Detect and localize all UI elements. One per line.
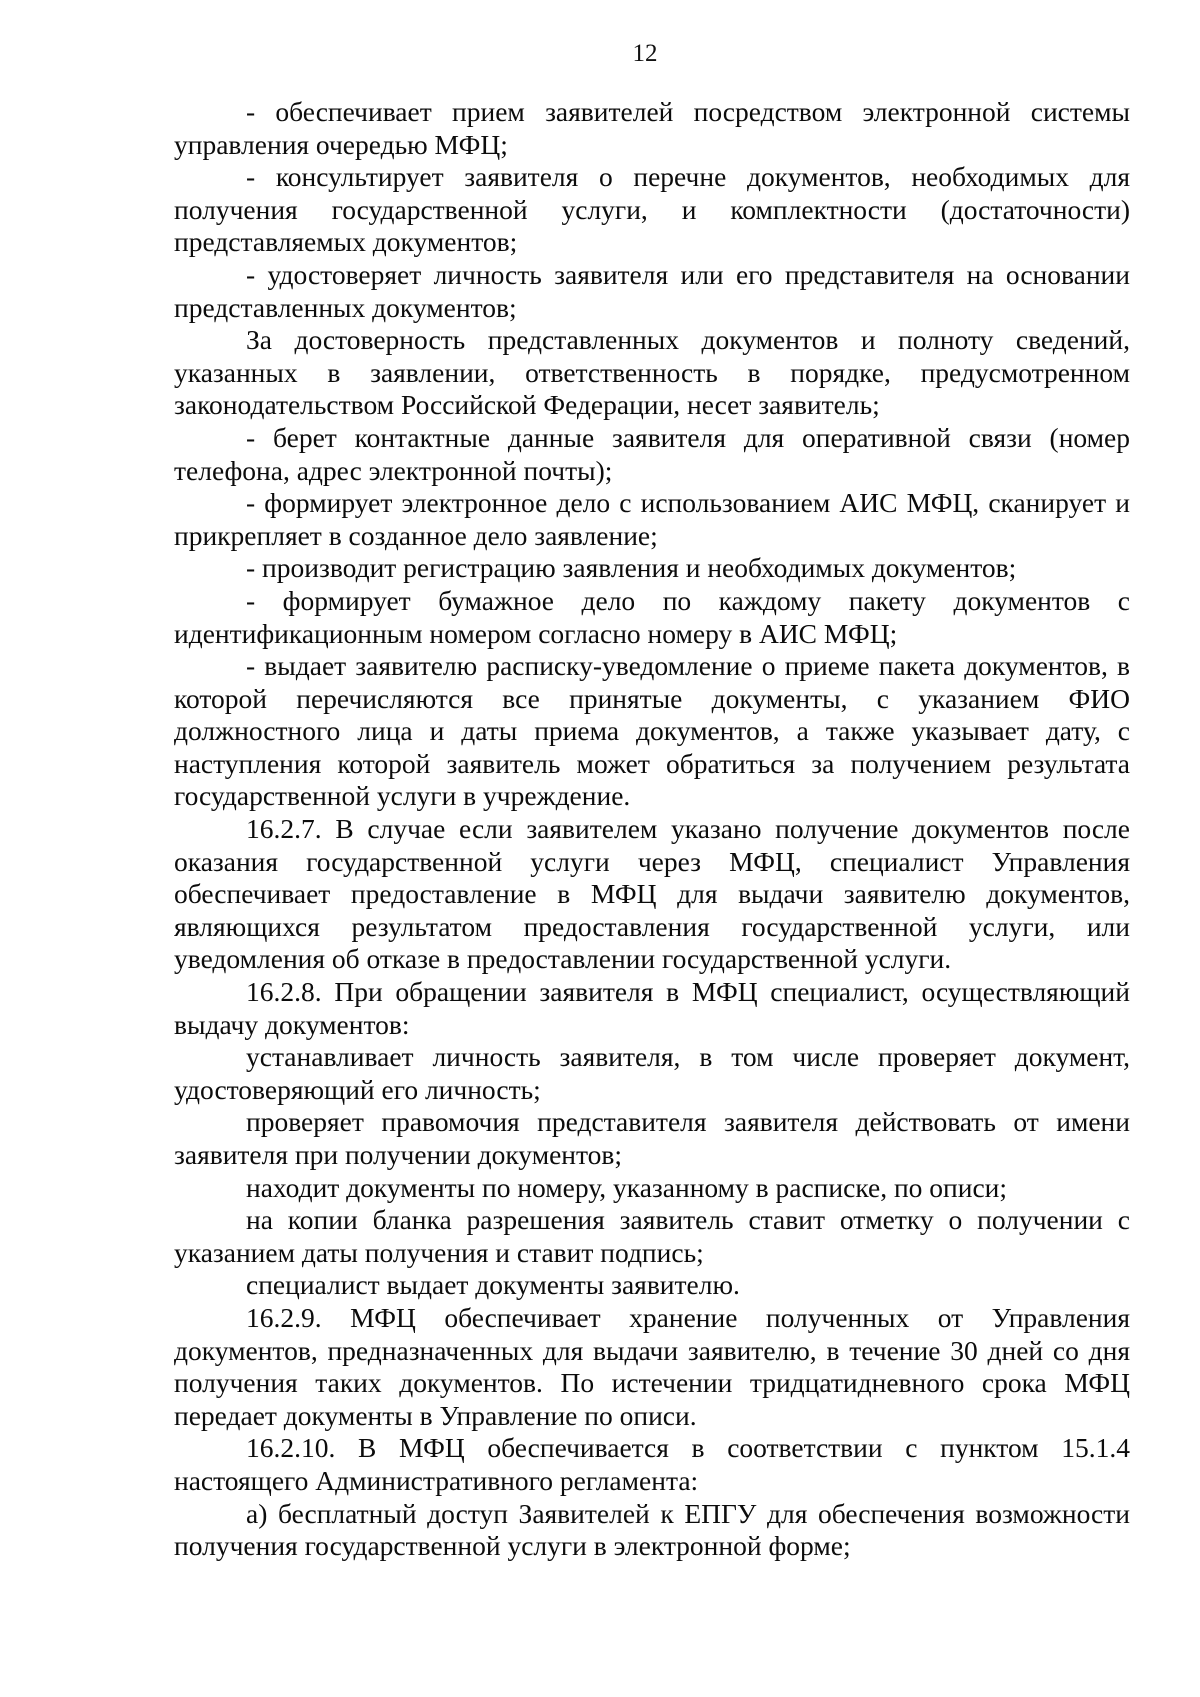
paragraph: 16.2.9. МФЦ обеспечивает хранение полученных от Управления документов, предназначенных для выдачи заявителю, в течение 30 дней со дня получения таких документов. По истечении тридцатидневного срока МФЦ передает документы в Управление по описи. <box>174 1301 1130 1431</box>
paragraph: 16.2.10. В МФЦ обеспечивается в соответствии с пунктом 15.1.4 настоящего Административного регламента: <box>174 1432 1130 1496</box>
document-body <box>174 96 1130 1563</box>
paragraph: - выдает заявителю расписку-уведомление о приеме пакета документов, в которой перечисляются все принятые документы, с указанием ФИО должностного лица и даты приема документов, а также указывает дату, с наступления которой заявитель может обратиться за получением результата государственной услуги в учреждение. <box>174 650 1130 812</box>
paragraph: - формирует бумажное дело по каждому пакету документов с идентификационным номером согласно номеру в АИС МФЦ; <box>174 584 1130 649</box>
paragraph: - берет контактные данные заявителя для оперативной связи (номер телефона, адрес электронной почты); <box>174 421 1130 486</box>
paragraph: проверяет правомочия представителя заявителя действовать от имени заявителя при получении документов; <box>174 1106 1130 1170</box>
paragraph: устанавливает личность заявителя, в том числе проверяет документ, удостоверяющий его личность; <box>174 1041 1130 1105</box>
paragraph: - удостоверяет личность заявителя или его представителя на основании представленных документов; <box>174 258 1130 323</box>
paragraph: а) бесплатный доступ Заявителей к ЕПГУ для обеспечения возможности получения государственной услуги в электронной форме; <box>174 1497 1130 1562</box>
paragraph: специалист выдает документы заявителю. <box>246 1269 740 1301</box>
paragraph: 16.2.7. В случае если заявителем указано получение документов после оказания государственной услуги через МФЦ, специалист Управления обеспечивает предоставление в МФЦ для выдачи заявителю документов, являющихся результатом предоставления государственной услуги, или уведомления об отказе в предоставлении государственной услуги. <box>174 813 1130 975</box>
paragraph: - формирует электронное дело с использованием АИС МФЦ, сканирует и прикрепляет в созданное дело заявление; <box>174 487 1130 551</box>
paragraph: 16.2.8. При обращении заявителя в МФЦ специалист, осуществляющий выдачу документов: <box>174 976 1130 1040</box>
paragraph: находит документы по номеру, указанному в расписке, по описи; <box>246 1171 1008 1203</box>
paragraph: на копии бланка разрешения заявитель ставит отметку о получении с указанием даты получения и ставит подпись; <box>174 1204 1130 1268</box>
paragraph: - производит регистрацию заявления и необходимых документов; <box>246 552 1017 584</box>
page-number: 12 <box>632 40 658 67</box>
paragraph: - обеспечивает прием заявителей посредством электронной системы управления очередью МФЦ; <box>174 96 1130 160</box>
paragraph: За достоверность представленных документов и полноту сведений, указанных в заявлении, ответственность в порядке, предусмотренном законодательством Российской Федерации, несет заявитель; <box>174 324 1130 421</box>
paragraph: - консультирует заявителя о перечне документов, необходимых для получения государственной услуги, и комплектности (достаточности) представляемых документов; <box>174 161 1130 258</box>
